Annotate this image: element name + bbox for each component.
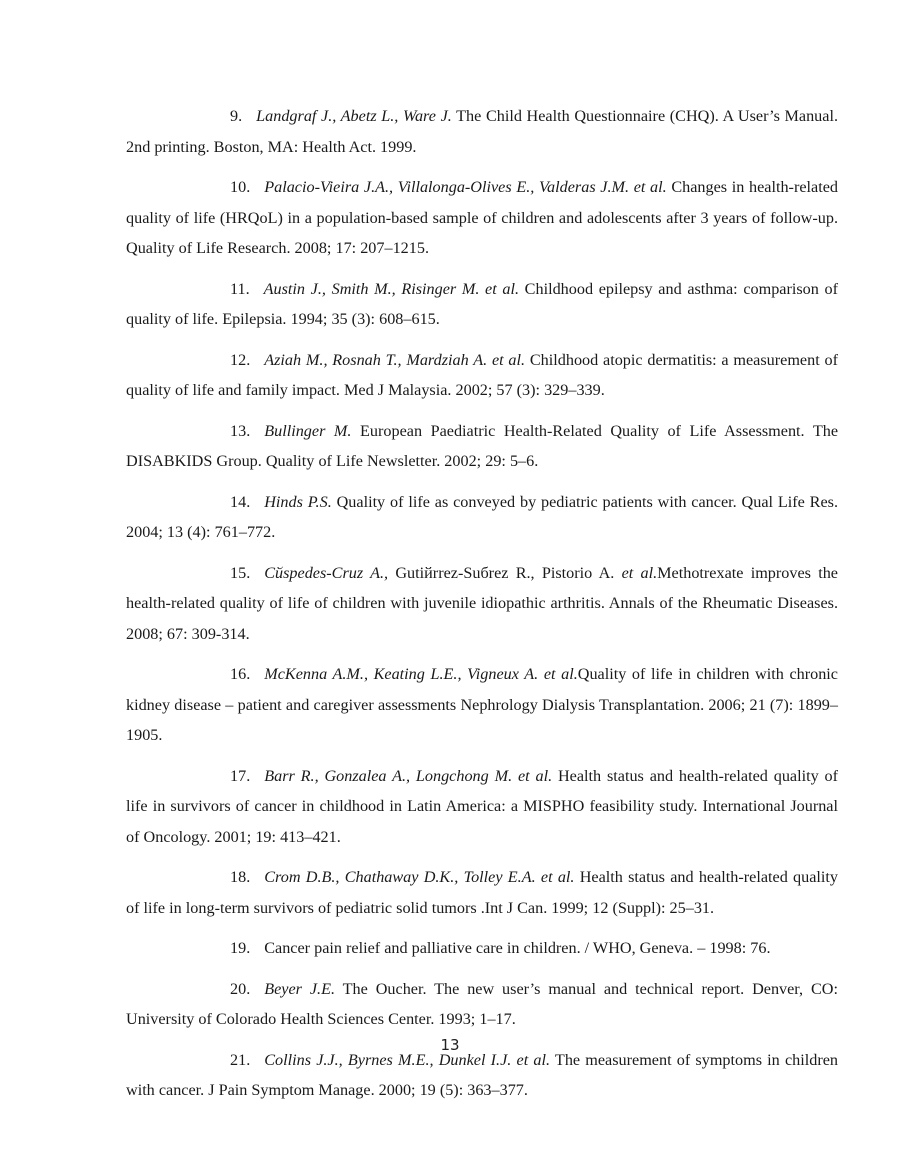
reference-text: Methotrexate improves the health-related quality of life of children with juvenile idiopathic arthritis. Annals of the Rheumatic Diseases. 2008; 67: 309-314. <box>126 563 838 643</box>
reference-text: Quality of life in children with chronic kidney disease – patient and caregiver assessments Nephrology Dialysis Transplantation. 2006; 21 (7): 1899–1905. <box>126 665 838 744</box>
reference-item <box>126 558 838 650</box>
reference-text: European Paediatric Health-Related Quality of Life Assessment. The DISABKIDS Group. Quality of Life Newsletter. 2002; 29: 5–6. <box>126 421 839 470</box>
reference-number: 9. <box>230 107 243 125</box>
reference-authors: Hinds P.S. <box>264 492 332 511</box>
reference-text: The Oucher. The new user’s manual and technical report. Denver, CO: University of Colorado Health Sciences Center. 1993; 1–17. <box>126 979 838 1028</box>
reference-text: Childhood epilepsy and asthma: comparison of quality of life. Epilepsia. 1994; 35 (3): 608–615. <box>126 279 838 328</box>
reference-number: 18. <box>230 868 251 886</box>
reference-text: Quality of life as conveyed by pediatric patients with cancer. Qual Life Res. 2004; 13 (4): 761–772. <box>126 492 838 541</box>
reference-text: The measurement of symptoms in children with cancer. J Pain Symptom Manage. 2000; 19 (5): 363–377. <box>126 1050 838 1099</box>
reference-number: 11. <box>230 279 250 298</box>
reference-number: 14. <box>230 492 251 511</box>
reference-number: 13. <box>230 421 251 440</box>
reference-authors: Barr R., Gonzalea A., Longchong M. et al. <box>264 766 553 785</box>
reference-authors: Palacio-Vieira J.A., Villalonga-Olives E., Valderas J.M. et al. <box>264 178 667 196</box>
reference-authors: Cйspedes-Cruz A., <box>264 563 389 582</box>
reference-authors: Crom D.B., Chathaway D.K., Tolley E.A. et al. <box>264 868 575 886</box>
reference-text: The Child Health Questionnaire (CHQ). A User’s Manual. 2nd printing. Boston, MA: Health Act. 1999. <box>126 107 838 156</box>
reference-authors-etal: et al. <box>621 563 658 582</box>
reference-authors: Austin J., Smith M., Risinger M. et al. <box>263 279 520 298</box>
reference-text: Health status and health-related quality of life in survivors of cancer in childhood in Latin America: a MISPHO feasibility study. International Journal of Oncology. 2001; 19: 413–421. <box>126 766 839 846</box>
reference-number: 10. <box>230 178 251 196</box>
reference-item <box>126 761 838 853</box>
reference-item <box>126 416 838 477</box>
page-number: 13 <box>440 1036 460 1054</box>
reference-text: Cancer pain relief and palliative care in children. / WHO, Geneva. – 1998: 76. <box>264 939 771 957</box>
reference-text: Gutiйrrez-Suбrez R., Pistorio A. <box>388 563 622 582</box>
reference-authors: McKenna A.M., Keating L.E., Vigneux A. et al. <box>264 665 578 683</box>
reference-authors: Bullinger M. <box>264 421 352 440</box>
reference-number: 12. <box>230 350 251 369</box>
reference-authors: Beyer J.E. <box>264 979 336 998</box>
reference-item <box>126 659 838 751</box>
reference-text: Childhood atopic dermatitis: a measurement of quality of life and family impact. Med J Malaysia. 2002; 57 (3): 329–339. <box>126 350 838 399</box>
reference-item <box>126 172 838 264</box>
reference-number: 20. <box>230 979 251 998</box>
reference-item <box>126 862 838 923</box>
reference-number: 19. <box>230 939 251 957</box>
reference-number: 16. <box>230 665 251 683</box>
reference-item <box>126 345 838 406</box>
reference-item <box>126 274 838 335</box>
reference-number: 15. <box>230 563 251 582</box>
reference-item <box>126 487 838 548</box>
reference-item <box>126 101 838 162</box>
reference-text: Health status and health-related quality of life in long-term survivors of pediatric solid tumors .Int J Can. 1999; 12 (Suppl): 25–31. <box>126 868 839 917</box>
reference-item <box>126 933 838 964</box>
reference-text: Changes in health-related quality of life (HRQoL) in a population-based sample of children and adolescents after 3 years of follow-up. Quality of Life Research. 2008; 17: 207–1215. <box>126 178 838 257</box>
reference-number: 21. <box>230 1050 251 1069</box>
reference-authors: Collins J.J., Byrnes M.E., Dunkel I.J. et al. <box>264 1050 551 1069</box>
reference-authors: Landgraf J., Abetz L., Ware J. <box>256 107 452 125</box>
reference-number: 17. <box>230 766 251 785</box>
reference-authors: Aziah M., Rosnah T., Mardziah A. et al. <box>264 350 526 369</box>
reference-list <box>126 101 838 1116</box>
reference-item <box>126 974 838 1035</box>
